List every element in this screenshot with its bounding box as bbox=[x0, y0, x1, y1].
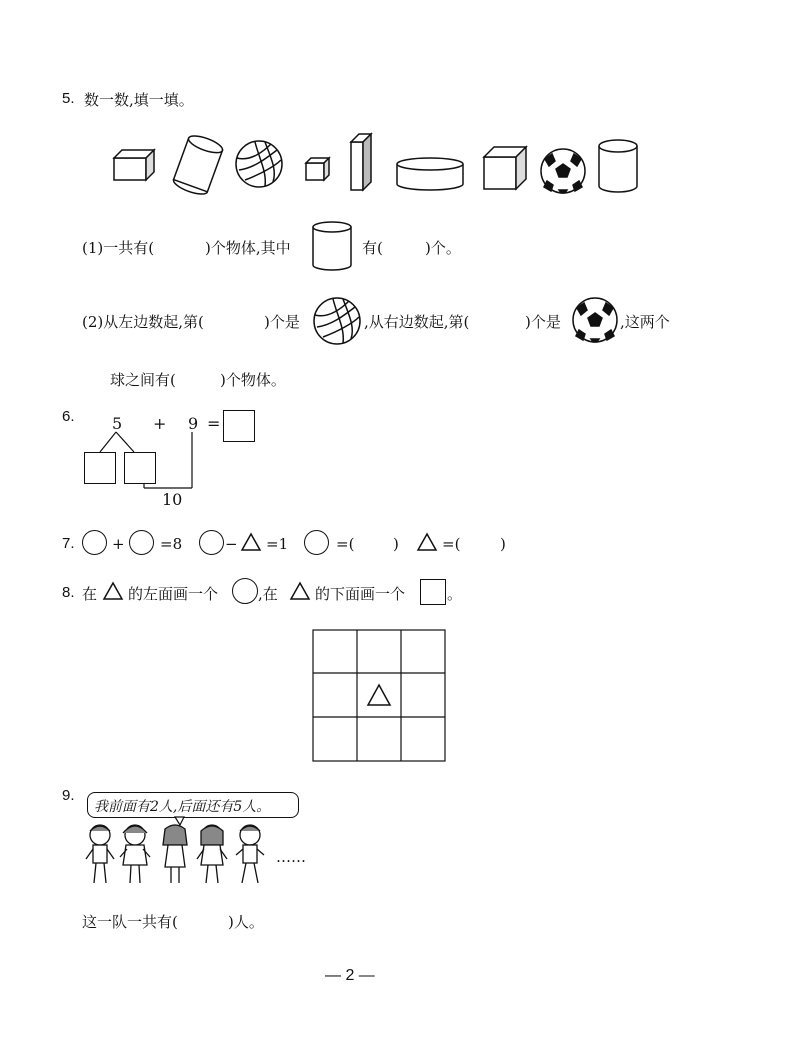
q5-p1-d: )个。 bbox=[425, 239, 461, 257]
ellipsis: …… bbox=[276, 848, 306, 866]
q5-title: 数一数,填一填。 bbox=[84, 91, 194, 109]
q5-p2-b: )个是 bbox=[264, 313, 300, 331]
q5-p2-g: )个物体。 bbox=[220, 371, 286, 389]
speech-text: 我前面有2人,后面还有5人。 bbox=[94, 799, 271, 815]
q8-t1: 在 bbox=[82, 585, 98, 603]
q8-t3: ,在 bbox=[258, 585, 278, 603]
q7-number: 7. bbox=[62, 535, 75, 552]
child-figure bbox=[163, 825, 187, 883]
q9-answer-a: 这一队一共有( bbox=[82, 913, 178, 931]
q5-p2-f: 球之间有( bbox=[110, 371, 176, 389]
cylinder-tilted-icon bbox=[172, 133, 225, 198]
answer-box[interactable] bbox=[223, 410, 255, 442]
split-box-right[interactable] bbox=[124, 452, 156, 484]
answer-blank[interactable] bbox=[182, 364, 218, 388]
q5-p2-c: ,从右边数起,第( bbox=[364, 313, 470, 331]
cube-icon bbox=[484, 147, 526, 189]
split-box-left[interactable] bbox=[84, 452, 116, 484]
answer-blank[interactable] bbox=[190, 906, 226, 930]
answer-blank[interactable] bbox=[162, 232, 202, 256]
answer-blank[interactable] bbox=[360, 530, 392, 554]
q5-p1-b: )个物体,其中 bbox=[205, 239, 291, 257]
cylinder-icon bbox=[599, 140, 637, 192]
answer-blank[interactable] bbox=[228, 306, 264, 330]
triangle-icon bbox=[416, 532, 438, 552]
q7-close-b: ) bbox=[500, 535, 506, 553]
triangle-icon bbox=[289, 581, 311, 601]
q7-close-a: ) bbox=[393, 535, 399, 553]
q5-p1-a: (1)一共有( bbox=[82, 239, 155, 257]
soccer-ball-icon bbox=[571, 296, 619, 344]
flat-cylinder-icon bbox=[397, 158, 463, 190]
child-figure bbox=[86, 825, 114, 883]
q6-number: 6. bbox=[62, 408, 75, 425]
q8-t2: 的左面画一个 bbox=[128, 585, 219, 603]
answer-blank[interactable] bbox=[490, 306, 526, 330]
q5-p1-c: 有( bbox=[362, 239, 383, 257]
page-number: — 2 — bbox=[325, 967, 375, 984]
q7-eq-b: =( bbox=[442, 535, 461, 553]
q7-minus: − bbox=[225, 535, 238, 553]
q6-addend-a: 5 bbox=[112, 414, 123, 433]
tall-cuboid-icon bbox=[351, 134, 371, 190]
circle-icon bbox=[199, 530, 224, 555]
children-queue-illustration bbox=[80, 815, 280, 887]
q7-eq1: =1 bbox=[266, 535, 289, 553]
triangle-icon bbox=[102, 581, 124, 601]
q7-plus: + bbox=[112, 535, 125, 553]
volleyball-icon bbox=[312, 296, 362, 346]
soccer-ball-icon bbox=[541, 149, 585, 193]
small-cube-icon bbox=[114, 150, 154, 180]
q6-ten: 10 bbox=[162, 490, 183, 509]
cylinder-icon bbox=[310, 220, 354, 274]
triangle-icon bbox=[240, 532, 262, 552]
q5-p2-d: )个是 bbox=[525, 313, 561, 331]
q6-addend-b: 9 bbox=[188, 414, 199, 433]
q9-number: 9. bbox=[62, 787, 75, 804]
circle-icon bbox=[82, 530, 107, 555]
q9-answer-b: )人。 bbox=[228, 913, 264, 931]
square-icon bbox=[420, 579, 446, 605]
q6-equals: = bbox=[207, 414, 221, 433]
child-figure bbox=[197, 825, 227, 883]
circle-icon bbox=[304, 530, 329, 555]
child-figure bbox=[236, 825, 264, 883]
answer-blank[interactable] bbox=[466, 530, 500, 554]
q5-p2-e: ,这两个 bbox=[620, 313, 670, 331]
volleyball-icon bbox=[236, 141, 282, 187]
child-figure bbox=[120, 825, 150, 883]
circle-icon bbox=[129, 530, 154, 555]
q5-p2-a: (2)从左边数起,第( bbox=[82, 313, 204, 331]
q8-number: 8. bbox=[62, 584, 75, 601]
q5-number: 5. bbox=[62, 90, 75, 107]
q8-t4: 的下面画一个 bbox=[315, 585, 406, 603]
circle-icon bbox=[232, 578, 258, 604]
drawing-grid[interactable] bbox=[312, 629, 446, 763]
answer-blank[interactable] bbox=[388, 232, 424, 256]
q8-t5: 。 bbox=[447, 585, 463, 603]
q7-eq8: =8 bbox=[160, 535, 183, 553]
q6-plus: + bbox=[153, 414, 167, 433]
small-cube-icon bbox=[306, 158, 329, 180]
q7-eq-a: =( bbox=[336, 535, 355, 553]
